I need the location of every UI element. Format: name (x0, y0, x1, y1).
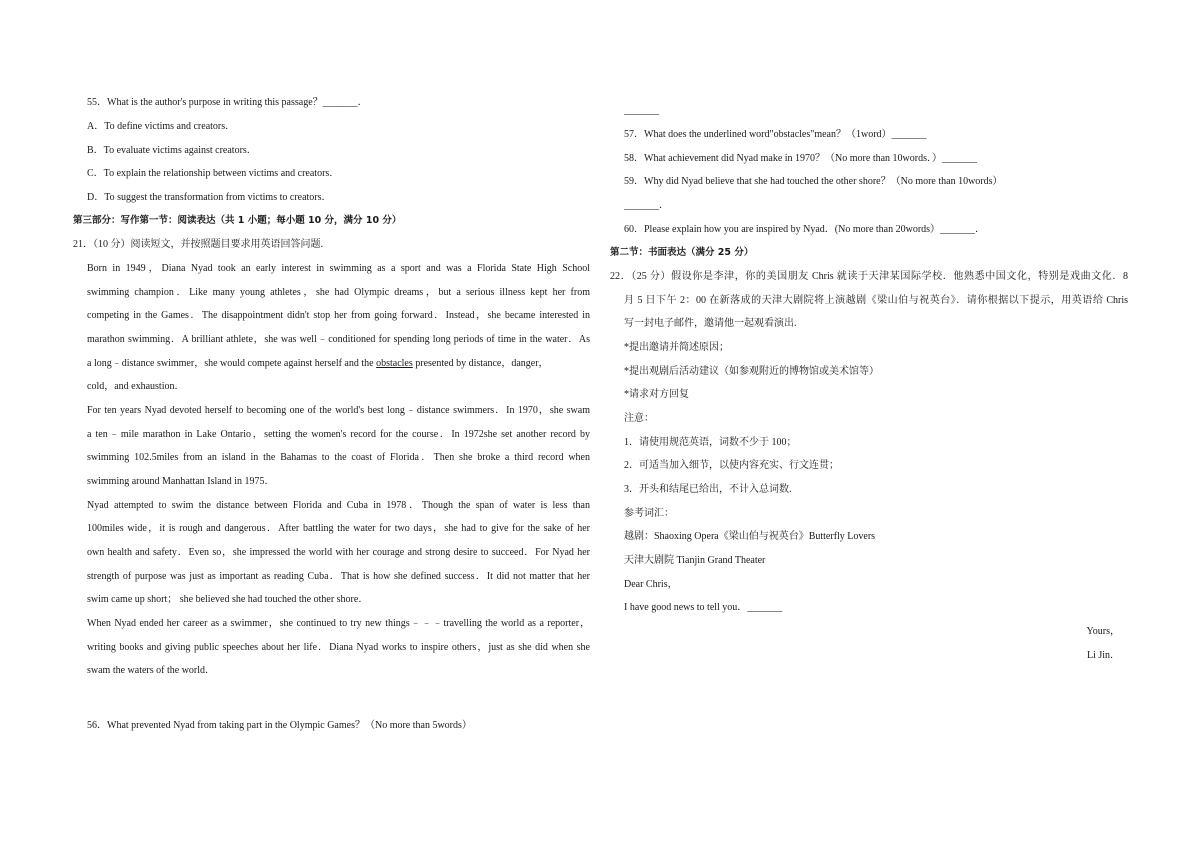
passage-text: a long﹣distance swimmer，she would compete against herself and the (87, 358, 377, 369)
q59-stem: 59．Why did Nyad believe that she had touched the other shore？（No more than 10words） (624, 176, 1003, 187)
hint-item: *请求对方回复 (624, 389, 689, 400)
letter-greeting: Dear Chris， (624, 579, 678, 590)
vocab-item: 天津大剧院 Tianjin Grand Theater (624, 555, 766, 566)
passage-line: cold，and exhaustion． (87, 381, 185, 392)
q55-option-c: C．To explain the relationship between victims and creators． (87, 168, 340, 179)
passage-line: For ten years Nyad devoted herself to becoming one of the world's best long﹣distance swimmers．In 1970，she swam (87, 405, 590, 416)
q22-prompt-line: 写一封电子邮件，邀请他一起观看演出. (624, 318, 797, 329)
note-item: 1．请使用规范英语，词数不少于 100； (624, 437, 797, 448)
q22-prompt-line: 22．（25 分）假设你是李津，你的美国朋友 Chris 就读于天津某国际学校．他熟悉中国文化，特别是戏曲文化．8 (610, 271, 1128, 282)
q59-answer-blank: _______． (624, 200, 669, 211)
letter-closing: Yours， (1086, 626, 1120, 637)
passage-line: Nyad attempted to swim the distance between Florida and Cuba in 1978．Though the span of water is less than (87, 500, 590, 511)
q56-answer-blank: _______ (624, 105, 659, 116)
passage-line: swimming around Manhattan Island in 1975． (87, 476, 275, 487)
notes-label: 注意： (624, 413, 654, 424)
section2-heading: 第二节：书面表达（满分 25 分） (610, 247, 754, 258)
hint-item: *提出观剧后活动建议（如参观附近的博物馆或美术馆等） (624, 366, 879, 377)
passage-line: writing books and giving public speeches about her life．Diana Nyad works to inspire others，just as she did when she (87, 642, 590, 653)
vocab-item: 越剧：Shaoxing Opera《梁山伯与祝英台》Butterfly Lovers (624, 531, 876, 542)
q22-prompt-line: 月 5 日下午 2：00 在新落成的天津大剧院将上演越剧《梁山伯与祝英台》．请你根据以下提示，用英语给 Chris (624, 295, 1128, 306)
passage-line: strength of purpose was just as important as reading Cuba．That is how she defined success．It did not matter that her (87, 571, 590, 582)
vocab-label: 参考词汇： (624, 508, 674, 519)
part3-heading: 第三部分：写作第一节：阅读表达（共 1 小题；每小题 10 分，满分 10 分） (73, 215, 402, 226)
q55-option-d: D．To suggest the transformation from victims to creators． (87, 192, 332, 203)
note-item: 2．可适当加入细节，以使内容充实、行文连贯； (624, 460, 839, 471)
passage-line: competing in the Games．The disappointment didn't stop her from going forward．Instead，she became interested in (87, 310, 590, 321)
passage-line-with-underline (87, 357, 590, 371)
q21-intro: 21．（10 分）阅读短文，并按照题目要求用英语回答问题. (73, 239, 323, 250)
q55-option-b: B．To evaluate victims against creators． (87, 145, 257, 156)
passage-line: swimming 102.5miles from an island in the Bahamas to the coast of Florida．Then she broke a third record when (87, 452, 590, 463)
passage-line: 100miles wide，it is rough and dangerous．After battling the water for two days，she had to give for the sake of her (87, 523, 590, 534)
passage-line: swam the waters of the world． (87, 665, 216, 676)
passage-line: swimming champion．Like many young athletes，she had Olympic dreams，but a serious illness kept her from (87, 287, 590, 298)
q58-stem: 58．What achievement did Nyad make in 1970？（No more than 10words．）_______ (624, 153, 977, 164)
passage-line: When Nyad ended her career as a swimmer，she continued to try new things﹣﹣﹣travelling the world as a reporter， (87, 618, 590, 629)
letter-opening: I have good news to tell you．_______ (624, 602, 783, 613)
note-item: 3．开头和结尾已给出，不计入总词数. (624, 484, 792, 495)
q57-stem: 57．What does the underlined word"obstacles"mean？（1word）_______ (624, 129, 927, 140)
q55-option-a: A．To define victims and creators． (87, 121, 236, 132)
passage-text: presented by distance，danger， (412, 358, 549, 369)
passage-line: swim came up short； she believed she had touched the other shore． (87, 594, 369, 605)
passage-line: marathon swimming．A brilliant athlete，she was well﹣conditioned for spending long periods of time in the water．As (87, 334, 590, 345)
passage-line: own health and safety．Even so，she impressed the world with her courage and strong desire to succeed．For Nyad her (87, 547, 590, 558)
hint-item: *提出邀请并简述原因； (624, 342, 729, 353)
q55-stem: 55．What is the author's purpose in writing this passage？_______． (87, 97, 368, 108)
passage-line: a ten﹣mile marathon in Lake Ontario，setting the women's record for the course．In 1972she set another record by (87, 429, 590, 440)
letter-signature: Li Jin． (1086, 650, 1120, 661)
underlined-word-obstacles: obstacles (376, 358, 413, 369)
passage-line: Born in 1949，Diana Nyad took an early interest in swimming as a sport and was a Florida State High School (87, 263, 590, 274)
q56-stem: 56．What prevented Nyad from taking part in the Olympic Games？（No more than 5words） (87, 720, 472, 731)
q60-stem: 60．Please explain how you are inspired by Nyad．(No more than 20words）_______． (624, 224, 986, 235)
